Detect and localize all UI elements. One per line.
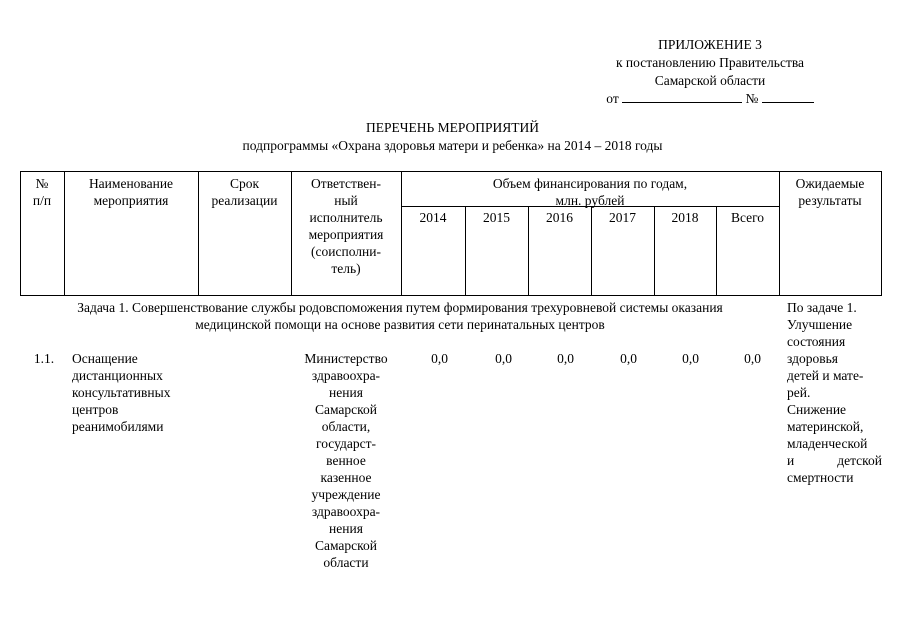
row-responsible-line: Самарской: [314, 538, 378, 553]
expected-results-line: По задаче 1.: [787, 300, 857, 315]
expected-results-line: Улучшение: [787, 317, 853, 332]
row-responsible: [291, 350, 401, 571]
col-header-term-line: Срок: [229, 176, 260, 191]
document-title: ПЕРЕЧЕНЬ МЕРОПРИЯТИЙ: [365, 120, 540, 135]
col-header-year: 2016: [546, 210, 573, 225]
row-responsible-line: Министерство: [304, 351, 388, 366]
col-header-financing: [401, 175, 779, 209]
row-responsible-line: области,: [321, 419, 371, 434]
col-header-responsible-line: (соисполни-: [311, 244, 381, 259]
number-sign: №: [745, 91, 759, 106]
row-responsible-line: Самарской: [314, 402, 378, 417]
col-header-year: 2014: [419, 210, 447, 225]
value-2018: 0,0: [682, 351, 699, 366]
task-1-heading: [20, 299, 780, 333]
col-header-responsible-line: тель): [331, 261, 361, 276]
col-header-results: [779, 175, 881, 209]
expected-results-line: рей.: [787, 385, 811, 400]
appendix-date-line: [560, 90, 860, 108]
row-number: 1.1.: [33, 351, 55, 366]
expected-results-line: здоровья: [787, 351, 838, 366]
expected-results: [787, 299, 882, 486]
number-blank: [762, 90, 814, 103]
value-2017: 0,0: [620, 351, 637, 366]
value-2015: 0,0: [495, 351, 512, 366]
expected-results-line: Снижение: [787, 402, 847, 417]
col-header-responsible: [291, 175, 401, 277]
appendix-title: ПРИЛОЖЕНИЕ 3: [658, 37, 762, 52]
value-total: 0,0: [744, 351, 761, 366]
col-header-term: [198, 175, 291, 209]
expected-results-line: и детской: [787, 453, 882, 468]
col-header-financing-line: млн. рублей: [555, 193, 625, 208]
col-header-number-line: №: [35, 176, 49, 191]
col-header-name: [64, 175, 198, 209]
col-header-number-line: п/п: [32, 193, 52, 208]
col-header-year: 2017: [609, 210, 636, 225]
appendix-line-3: Самарской области: [654, 73, 766, 88]
row-name-line: консультативных: [72, 385, 171, 400]
task-1-line: медицинской помощи на основе развития сети перинатальных центров: [195, 317, 605, 332]
row-responsible-line: области: [323, 555, 369, 570]
row-name-line: дистанционных: [72, 368, 163, 383]
value-2016: 0,0: [557, 351, 574, 366]
col-header-responsible-line: ный: [334, 193, 358, 208]
expected-results-line: младенческой: [787, 436, 868, 451]
col-header-year: 2015: [483, 210, 510, 225]
row-responsible-line: нения: [329, 385, 363, 400]
appendix-header: [560, 36, 860, 108]
col-header-year: 2018: [671, 210, 699, 225]
task-1-line: Задача 1. Совершенствование службы родовспоможения путем формирования трехуровневой системы оказания: [77, 300, 723, 315]
value-2014: 0,0: [431, 351, 448, 366]
col-header-name-line: Наименование: [88, 176, 174, 191]
date-prefix: от: [606, 91, 619, 106]
col-header-responsible-line: Ответствен-: [311, 176, 381, 191]
row-responsible-line: нения: [329, 521, 363, 536]
row-responsible-line: государст-: [316, 436, 376, 451]
appendix-line-2: к постановлению Правительства: [615, 55, 805, 70]
row-responsible-line: венное: [326, 453, 366, 468]
col-header-financing-line: Объем финансирования по годам,: [492, 176, 688, 191]
date-blank: [622, 90, 742, 103]
row-responsible-line: казенное: [320, 470, 372, 485]
col-header-responsible-line: мероприятия: [308, 227, 384, 242]
expected-results-line: материнской,: [787, 419, 864, 434]
expected-results-line: детей и мате-: [787, 368, 864, 383]
expected-results-line: состояния: [787, 334, 846, 349]
col-header-name-line: мероприятия: [93, 193, 169, 208]
row-name-line: Оснащение: [72, 351, 138, 366]
document-subtitle: подпрограммы «Охрана здоровья матери и ребенка» на 2014 – 2018 годы: [242, 138, 663, 153]
row-responsible-line: здравоохра-: [311, 368, 381, 383]
col-header-results-line: результаты: [798, 193, 862, 208]
col-header-responsible-line: исполнитель: [309, 210, 383, 225]
col-header-number: [20, 175, 64, 209]
row-name-line: центров: [72, 402, 119, 417]
row-name: [72, 350, 197, 435]
row-name-line: реанимобилями: [72, 419, 164, 434]
row-responsible-line: учреждение: [311, 487, 381, 502]
expected-results-line: смертности: [787, 470, 854, 485]
col-header-term-line: реализации: [211, 193, 278, 208]
col-header-total: Всего: [730, 210, 765, 225]
row-responsible-line: здравоохра-: [311, 504, 381, 519]
col-header-results-line: Ожидаемые: [795, 176, 865, 191]
